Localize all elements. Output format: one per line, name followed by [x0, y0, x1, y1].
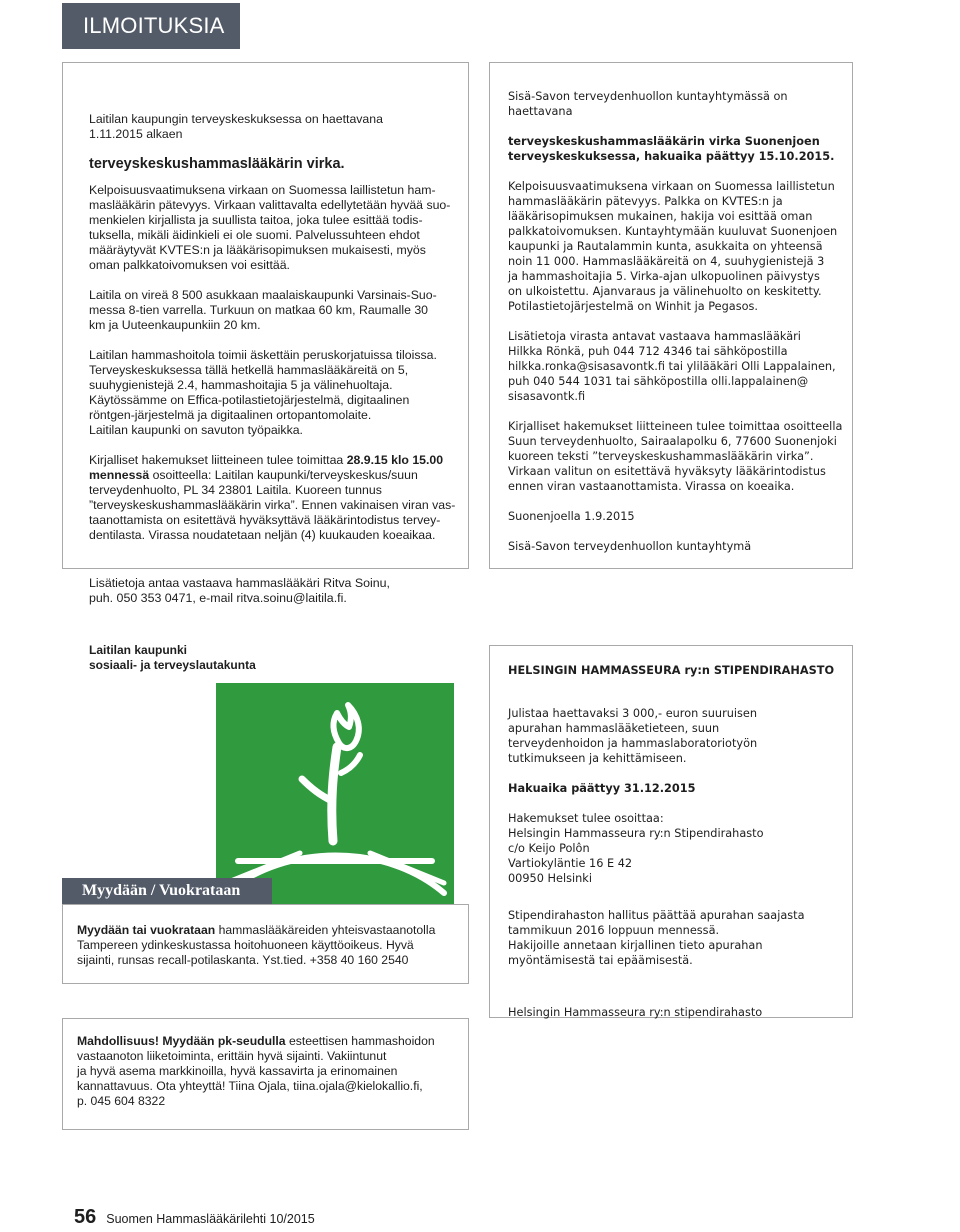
sisasavo-p1-line: hammaslääkärin pätevyys. Palkka on KVTES:n ja	[508, 195, 783, 208]
sisasavo-title: terveyskeskushammaslääkärin virka Suonenjoen	[508, 135, 820, 148]
myydaan-ad1-text: hammaslääkäreiden yhteisvastaanotolla	[215, 923, 436, 937]
sisasavo-date: Suonenjoella 1.9.2015	[508, 510, 635, 523]
laitila-p4-line	[89, 453, 464, 468]
laitila-p3-line: Laitilan kaupunki on savuton työpaikka.	[89, 423, 303, 437]
laitila-title: terveyskeskushammaslääkärin virka.	[89, 156, 345, 172]
helsinki-p1-line: Julistaa haettavaksi 3 000,- euron suuruisen	[508, 707, 758, 720]
laitila-p4-line: dentilasta. Virassa noudatetaan neljän (4) kuukauden koeaikaa.	[89, 528, 436, 542]
sisasavo-p1-line: lääkärisopimuksen mukainen, hakija voi esittää oman	[508, 210, 813, 223]
helsinki-p3-line: myöntämisestä tai epäämisestä.	[508, 954, 693, 967]
laitila-p1-line: oman palkkatoivomuksen voi esittää.	[89, 258, 290, 272]
myydaan-ad2-lead: Mahdollisuus! Myydään pk-seudulla	[77, 1034, 286, 1048]
laitila-signature	[89, 643, 309, 673]
laitila-p3-line: Käytössämme on Effica-potilastietojärjestelmä, digitaalinen	[89, 393, 410, 407]
helsinki-p1-line: apurahan hammaslääketieteen, suun	[508, 722, 720, 735]
myydaan-ad2-line: p. 045 604 8322	[77, 1094, 166, 1108]
logo-stem	[332, 747, 337, 841]
sisasavo-p1-line: Kelpoisuusvaatimuksena virkaan on Suomessa laillistetun	[508, 180, 835, 193]
sisasavo-p1-line: palkkatoivomuksen. Kuntayhtymään kuuluvat Suonenjoen	[508, 225, 838, 238]
laitila-p4-text: osoitteella: Laitilan kaupunki/terveyskeskus/suun	[149, 468, 418, 482]
laitila-p2-line: km ja Uuteenkaupunkiin 20 km.	[89, 318, 261, 332]
helsinki-signature: Helsingin Hammasseura ry:n stipendirahasto	[508, 1006, 763, 1019]
helsinki-p3	[508, 908, 848, 968]
laitila-contact-line: Lisätietoja antaa vastaava hammaslääkäri Ritva Soinu,	[89, 576, 390, 590]
sisasavo-p1-line: on ulkoistettu. Ajanvaraus ja välinehuolto on keskitetty.	[508, 285, 822, 298]
page-number: 56	[74, 1206, 97, 1228]
sisasavo-intro: Sisä-Savon terveydenhuollon kuntayhtymässä on haettavana	[508, 90, 788, 118]
helsinki-p3-line: tammikuun 2016 loppuun mennessä.	[508, 924, 720, 937]
myydaan-ad2-line	[77, 1034, 462, 1049]
helsinki-p2-line: 00950 Helsinki	[508, 872, 592, 885]
sisasavo-p2-line: Hilkka Rönkä, puh 044 712 4346 tai sähköpostilla	[508, 345, 788, 358]
sisasavo-p1-line: ja hammashoitajia 5. Virka-ajan ulkopuolinen päivystys	[508, 270, 820, 283]
laitila-contact	[89, 576, 449, 606]
helsinki-p2-line: Hakemukset tulee osoittaa:	[508, 812, 664, 825]
helsinki-p2-line: c/o Keijo Polôn	[508, 842, 590, 855]
myydaan-ad2-line: ja hyvä asema markkinoilla, hyvä kassavirta ja erinomainen	[77, 1064, 398, 1078]
sisasavo-p3-line: Suun terveydenhuolto, Sairaalapolku 6, 77600 Suonenjoki	[508, 435, 837, 448]
laitila-p4	[89, 453, 464, 543]
sisasavo-p2-line: puh 040 544 1031 tai sähköpostilla olli.lappalainen@	[508, 375, 809, 388]
myydaan-ad1-lead: Myydään tai vuokrataan	[77, 923, 216, 937]
sisasavo-p2	[508, 329, 853, 404]
laitila-p4-line	[89, 468, 464, 483]
helsinki-p3-line: Stipendirahaston hallitus päättää apurahan saajasta	[508, 909, 805, 922]
publication-name: Suomen Hammaslääkärilehti 10/2015	[106, 1212, 315, 1226]
laitila-p1-line: tuksella, mikäli äidinkieli ei ole suomi. Palvelussuhteen ehdot	[89, 228, 420, 242]
laitila-p2-line: Laitila on vireä 8 500 asukkaan maalaiskaupunki Varsinais-Suo-	[89, 288, 437, 302]
laitila-p4-line: ”terveyskeskushammaslääkärin virka”. Ennen vakinaisen viran vas-	[89, 498, 456, 512]
myydaan-header: Myydään / Vuokrataan	[62, 878, 272, 904]
laitila-contact-line: puh. 050 353 0471, e-mail ritva.soinu@laitila.fi.	[89, 591, 347, 605]
helsinki-p3-line: Hakijoille annetaan kirjallinen tieto apurahan	[508, 939, 763, 952]
helsinki-p1-line: terveydenhoidon ja hammaslaboratoriotyön	[508, 737, 758, 750]
laitila-p1	[89, 183, 464, 273]
sisasavo-p3-line: ennen viran vastaanottamista. Virassa on koeaika.	[508, 480, 795, 493]
helsinki-p2-line: Helsingin Hammasseura ry:n Stipendirahasto	[508, 827, 764, 840]
helsinki-p2-line: Vartiokyläntie 16 E 42	[508, 857, 633, 870]
sisasavo-p3-line: Kirjalliset hakemukset liitteineen tulee toimittaa osoitteella	[508, 420, 843, 433]
myydaan-ad2-line: kannattavuus. Ota yhteyttä! Tiina Ojala, tiina.ojala@kielokallio.fi,	[77, 1079, 423, 1093]
sisasavo-p1-line: noin 11 000. Hammaslääkäreitä on 4, suuhygienistejä 3	[508, 255, 825, 268]
laitila-p3-line: Terveyskeskuksessa tällä hetkellä hammaslääkäreitä on 5,	[89, 363, 409, 377]
helsinki-p1	[508, 706, 848, 766]
laitila-p3-line: suuhygienistejä 2.4, hammashoitajia 5 ja välinehuoltaja.	[89, 378, 393, 392]
sisasavo-signature: Sisä-Savon terveydenhuollon kuntayhtymä	[508, 540, 752, 553]
laitila-p1-line: määräytyvät KVTES:n ja lääkärisopimuksen mukaisesti, myös	[89, 243, 426, 257]
sisasavo-p3-line: Virkaan valitun on esitettävä hyväksyty lääkärintodistus	[508, 465, 826, 478]
laitila-p2-line: messa 8-tien varrella. Turkuun on matkaa 60 km, Raumalle 30	[89, 303, 429, 317]
laitila-p4-line: taanottamista on esitettävä hyväksyttävä lääkärintodistus tervey-	[89, 513, 441, 527]
helsinki-p2	[508, 811, 848, 886]
sisasavo-p2-line: sisasavontk.fi	[508, 390, 586, 403]
section-header: ILMOITUKSIA	[62, 3, 240, 49]
laitila-p4-line: terveydenhuolto, PL 34 23801 Laitila. Kuoreen tunnus	[89, 483, 382, 497]
sisasavo-p3-line: kuoreen teksti ”terveyskeskushammaslääkärin virka”.	[508, 450, 814, 463]
laitila-p3-line: röntgen-järjestelmä ja digitaalinen ortopantomolaite.	[89, 408, 372, 422]
laitila-p2	[89, 288, 464, 333]
laitila-ad	[89, 112, 464, 543]
myydaan-ad1	[77, 923, 462, 968]
laitila-sign-line: Laitilan kaupunki	[89, 643, 188, 657]
laitila-intro-2: 1.11.2015 alkaen	[89, 127, 183, 141]
laitila-p1-line: menkielen kirjallista ja suullista taitoa, joka tulee esittää todis-	[89, 213, 423, 227]
helsinki-deadline: Hakuaika päättyy 31.12.2015	[508, 782, 696, 795]
laitila-p3	[89, 348, 464, 438]
sisasavo-p1-line: kaupunki ja Rautalammin kunta, asukkaita on yhteensä	[508, 240, 823, 253]
laitila-deadline: 28.9.15 klo 15.00	[346, 453, 444, 467]
myydaan-ad2-text: esteettisen hammashoidon	[285, 1034, 435, 1048]
laitila-p4-text: Kirjalliset hakemukset liitteineen tulee toimittaa	[89, 453, 347, 467]
sisasavo-title: terveyskeskuksessa, hakuaika päättyy 15.10.2015.	[508, 150, 835, 163]
sisasavo-p2-line: Lisätietoja virasta antavat vastaava hammaslääkäri	[508, 330, 801, 343]
helsinki-ad	[508, 663, 848, 968]
myydaan-ad1-line: sijainti, runsas recall-potilaskanta. Yst.tied. +358 40 160 2540	[77, 953, 409, 967]
laitila-sign-line: sosiaali- ja terveyslautakunta	[89, 658, 256, 672]
laitila-intro-1: Laitilan kaupungin terveyskeskuksessa on haettavana	[89, 112, 383, 126]
helsinki-p1-line: tutkimukseen ja kehittämiseen.	[508, 752, 687, 765]
laitila-p3-line: Laitilan hammashoitola toimii äskettäin peruskorjatuissa tiloissa.	[89, 348, 437, 362]
sisasavo-p3	[508, 419, 853, 494]
laitila-p1-line: maslääkärin pätevyys. Virkaan valittavalta edellytetään hyvää suo-	[89, 198, 451, 212]
page-footer	[74, 1206, 315, 1232]
sisasavo-p1	[508, 179, 853, 314]
myydaan-ad1-line: Tampereen ydinkeskustassa hoitohuoneen käyttöoikeus. Hyvä	[77, 938, 414, 952]
myydaan-ad2	[77, 1034, 462, 1109]
laitila-deadline-suffix: mennessä	[89, 468, 150, 482]
laitila-p1-line: Kelpoisuusvaatimuksena virkaan on Suomessa laillistetun ham-	[89, 183, 436, 197]
myydaan-ad1-line	[77, 923, 462, 938]
myydaan-ad2-line: vastaanoton liiketoiminta, erittäin hyvä sijainti. Vakiintunut	[77, 1049, 387, 1063]
sisasavo-p1-line: Potilastietojärjestelmä on Winhit ja Pegasos.	[508, 300, 758, 313]
helsinki-title: HELSINGIN HAMMASSEURA ry:n STIPENDIRAHASTO	[508, 664, 835, 677]
sisasavo-ad	[508, 89, 853, 554]
sisasavo-p2-line: hilkka.ronka@sisasavontk.fi tai ylilääkäri Olli Lappalainen,	[508, 360, 836, 373]
